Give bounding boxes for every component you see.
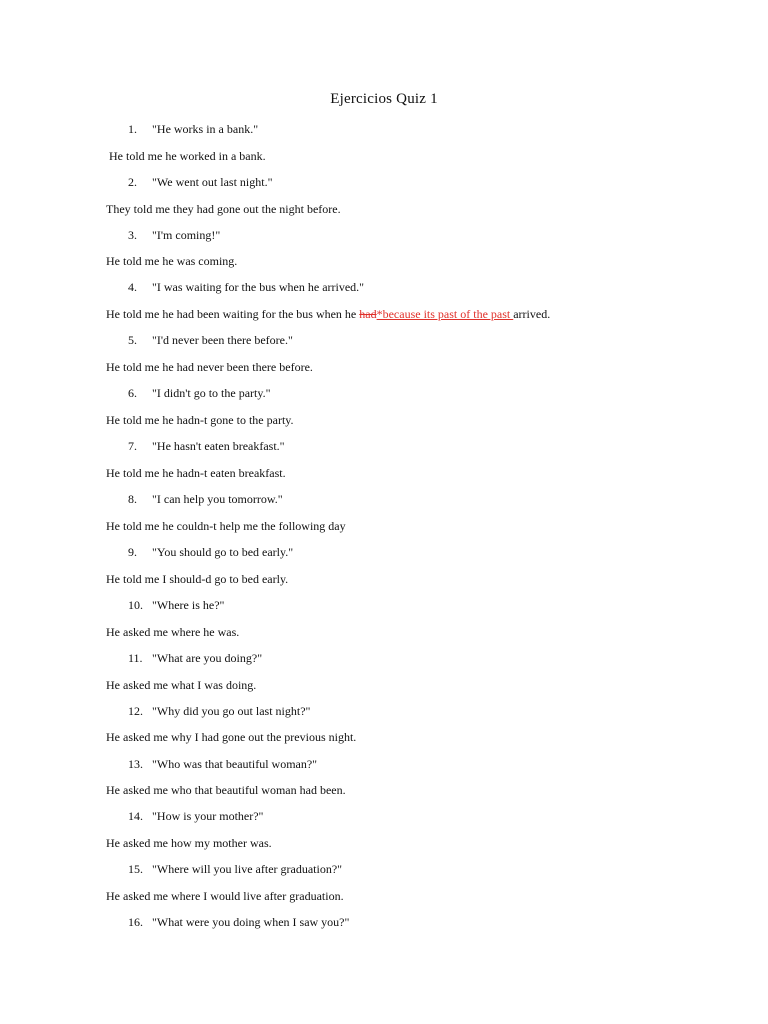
question-number: 11. — [128, 651, 143, 665]
answer-line: He told me he was coming. — [106, 254, 238, 268]
question-line — [128, 227, 220, 243]
question-text: "We went out last night." — [152, 175, 273, 189]
question-number: 16. — [128, 915, 143, 929]
question-line — [128, 861, 342, 877]
question-line — [128, 332, 293, 348]
answer-line: He told me he couldn-t help me the following day — [106, 519, 346, 533]
answer-line: He asked me where I would live after graduation. — [106, 889, 344, 903]
question-number: 1. — [128, 122, 137, 136]
question-line — [128, 279, 364, 295]
question-line — [128, 438, 285, 454]
question-number: 9. — [128, 545, 137, 559]
answer-line: He asked me where he was. — [106, 625, 240, 639]
question-number: 8. — [128, 492, 137, 506]
question-number: 5. — [128, 333, 137, 347]
question-line — [128, 650, 262, 666]
question-number: 2. — [128, 175, 137, 189]
question-number: 15. — [128, 862, 143, 876]
question-text: "Where will you live after graduation?" — [152, 862, 343, 876]
question-text: "I was waiting for the bus when he arrived." — [152, 280, 365, 294]
question-number: 4. — [128, 280, 137, 294]
answer-line: He told me he hadn-t eaten breakfast. — [106, 466, 286, 480]
answer-line: They told me they had gone out the night before. — [106, 202, 341, 216]
question-line — [128, 808, 263, 824]
question-text: "What were you doing when I saw you?" — [152, 915, 350, 929]
question-line — [128, 544, 293, 560]
answer-line: He told me I should-d go to bed early. — [106, 572, 289, 586]
question-line — [128, 121, 258, 137]
question-text: "He hasn't eaten breakfast." — [152, 439, 285, 453]
answer-line: He told me he hadn-t gone to the party. — [106, 413, 294, 427]
question-text: "What are you doing?" — [152, 651, 263, 665]
question-line — [128, 756, 317, 772]
question-line — [128, 597, 224, 613]
question-line — [128, 703, 310, 719]
question-text: "I can help you tomorrow." — [152, 492, 283, 506]
deleted-word: had — [359, 307, 377, 321]
question-text: "Why did you go out last night?" — [152, 704, 311, 718]
question-line — [128, 491, 283, 507]
question-number: 7. — [128, 439, 137, 453]
question-number: 13. — [128, 757, 143, 771]
document-title: Ejercicios Quiz 1 — [330, 91, 438, 107]
question-text: "How is your mother?" — [152, 809, 264, 823]
answer-line: He asked me who that beautiful woman had been. — [106, 783, 346, 797]
answer-text: He told me he had been waiting for the bus when he — [106, 307, 360, 321]
question-text: "I'm coming!" — [152, 228, 221, 242]
answer-line: He asked me how my mother was. — [106, 836, 272, 850]
question-line — [128, 174, 272, 190]
question-number: 10. — [128, 598, 143, 612]
question-line — [128, 385, 271, 401]
question-number: 6. — [128, 386, 137, 400]
question-text: "I'd never been there before." — [152, 333, 293, 347]
question-number: 14. — [128, 809, 143, 823]
answer-line: He told me he had never been there before. — [106, 360, 313, 374]
answer-line: He told me he worked in a bank. — [109, 149, 266, 163]
question-text: "You should go to bed early." — [152, 545, 294, 559]
question-number: 12. — [128, 704, 143, 718]
answer-line: He asked me why I had gone out the previous night. — [106, 730, 357, 744]
answer-text: arrived. — [513, 307, 551, 321]
answer-line: He asked me what I was doing. — [106, 678, 257, 692]
question-text: "He works in a bank." — [152, 122, 259, 136]
question-number: 3. — [128, 228, 137, 242]
question-text: "I didn't go to the party." — [152, 386, 271, 400]
question-line — [128, 914, 349, 930]
question-text: "Who was that beautiful woman?" — [152, 757, 318, 771]
inserted-correction: *because its past of the past — [376, 307, 514, 321]
question-text: "Where is he?" — [152, 598, 225, 612]
answer-line — [106, 306, 550, 322]
